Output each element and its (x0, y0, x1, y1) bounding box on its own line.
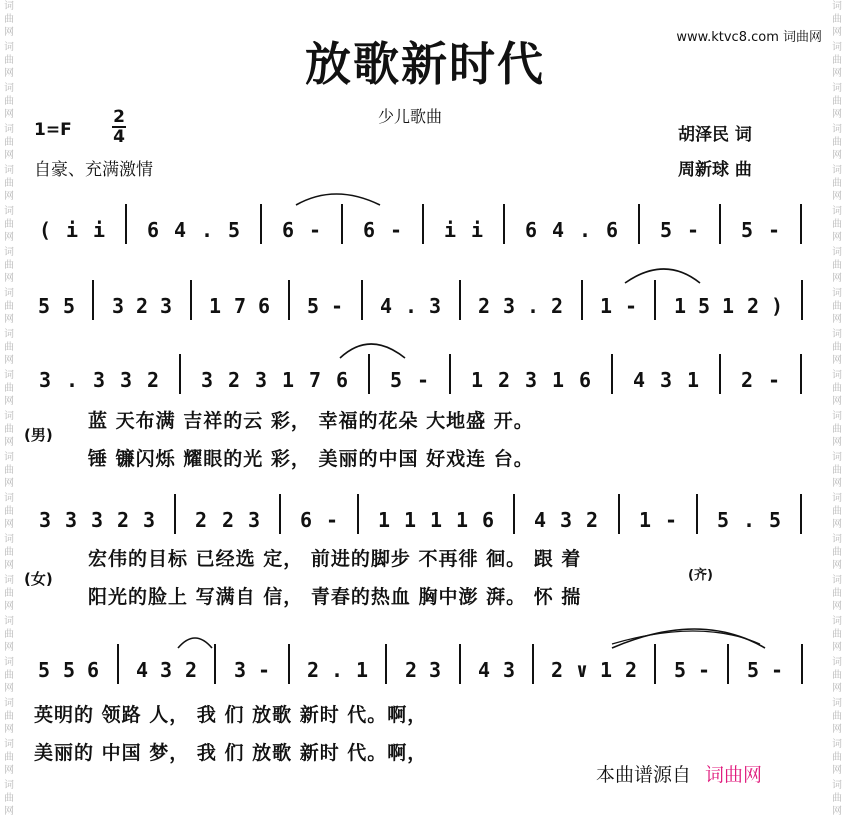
note: 2 (307, 658, 320, 682)
watermark-char: 网 (832, 396, 842, 407)
note: i (66, 218, 79, 242)
note: 2 (551, 658, 564, 682)
note: 3 (560, 508, 573, 532)
note: 6 (482, 508, 495, 532)
note: 3 (503, 658, 516, 682)
note: 6 (87, 658, 100, 682)
watermark-char: 词 (4, 534, 14, 545)
watermark-char: 网 (4, 109, 14, 120)
note: 7 (234, 294, 247, 318)
watermark-char: 网 (4, 437, 14, 448)
watermark-char: 词 (832, 165, 842, 176)
watermark-char: 曲 (832, 506, 842, 517)
note: . (579, 218, 592, 242)
note: 5 (698, 294, 711, 318)
note: 3 (39, 368, 52, 392)
watermark-char: 词 (4, 493, 14, 504)
note: 1 (687, 368, 700, 392)
watermark-char: 词 (832, 534, 842, 545)
watermark-char: 网 (832, 191, 842, 202)
watermark-char: 网 (832, 437, 842, 448)
watermark-char: 曲 (832, 465, 842, 476)
note: 3 (234, 658, 247, 682)
watermark-char: 曲 (4, 383, 14, 394)
watermark-char: 曲 (4, 793, 14, 804)
note: - (326, 508, 339, 532)
watermark-char: 词 (832, 206, 842, 217)
note: i (444, 218, 457, 242)
note: 4 (534, 508, 547, 532)
note: 5 (38, 294, 51, 318)
note: 6 (300, 508, 313, 532)
watermark-char: 曲 (4, 465, 14, 476)
watermark-char: 曲 (4, 96, 14, 107)
watermark-char: 网 (832, 150, 842, 161)
voice-female: (女) (24, 570, 53, 588)
note: 1 (471, 368, 484, 392)
watermark-char: 曲 (832, 711, 842, 722)
watermark-char: 网 (4, 601, 14, 612)
note: 2 (195, 508, 208, 532)
watermark-char: 词 (832, 452, 842, 463)
note: 3 (120, 368, 133, 392)
watermark-char: 曲 (4, 588, 14, 599)
watermark-char: 词 (832, 370, 842, 381)
note: 3 (525, 368, 538, 392)
watermark-char: 词 (832, 1, 842, 12)
watermark-char: 词 (832, 616, 842, 627)
note: i (471, 218, 484, 242)
watermark-char: 词 (4, 165, 14, 176)
watermark-char: 词 (4, 657, 14, 668)
watermark-char: 网 (4, 724, 14, 735)
note: 6 (363, 218, 376, 242)
watermark-char: 词 (832, 698, 842, 709)
note: 2 (136, 294, 149, 318)
watermark-char: 网 (832, 478, 842, 489)
watermark-char: 网 (832, 560, 842, 571)
watermark-char: 词 (832, 329, 842, 340)
note: 3 (201, 368, 214, 392)
note: 6 (525, 218, 538, 242)
note: 6 (282, 218, 295, 242)
note: . (201, 218, 214, 242)
watermark-char: 曲 (832, 137, 842, 148)
watermark-char: 曲 (832, 342, 842, 353)
watermark-char: 曲 (4, 547, 14, 558)
note: 2 (117, 508, 130, 532)
note: 2 (405, 658, 418, 682)
lyric-verse-1: 英明的 领路 人， 我 们 放歌 新时 代。啊， (34, 704, 428, 726)
note: - (331, 294, 344, 318)
watermark-char: 词 (4, 288, 14, 299)
watermark-char: 曲 (4, 711, 14, 722)
note: 7 (309, 368, 322, 392)
watermark-char: 词 (4, 124, 14, 135)
watermark-char: 网 (4, 519, 14, 530)
watermark-char: 网 (4, 232, 14, 243)
watermark-char: 网 (832, 765, 842, 776)
watermark-char: 网 (4, 806, 14, 817)
note: 1 (552, 368, 565, 392)
watermark-char: 曲 (832, 793, 842, 804)
note: 2 (741, 368, 754, 392)
expression-mark: 自豪、充满激情 (34, 160, 153, 180)
page-title: 放歌新时代 (305, 37, 545, 91)
note: 1 (639, 508, 652, 532)
note: 1 (282, 368, 295, 392)
note: 1 (404, 508, 417, 532)
note: 5 (717, 508, 730, 532)
watermark-char: 网 (832, 109, 842, 120)
note: 6 (606, 218, 619, 242)
note: . (527, 294, 540, 318)
note: 5 (228, 218, 241, 242)
note: - (698, 658, 711, 682)
watermark-char: 词 (832, 83, 842, 94)
note: 3 (91, 508, 104, 532)
watermark-char: 网 (832, 683, 842, 694)
watermark-char: 网 (832, 601, 842, 612)
note: ( (39, 218, 52, 242)
note: - (309, 218, 322, 242)
note: - (768, 218, 781, 242)
watermark-char: 网 (832, 68, 842, 79)
watermark-char: 网 (4, 560, 14, 571)
note: 5 (660, 218, 673, 242)
lyric-verse-2: 美丽的 中国 梦， 我 们 放歌 新时 代。啊， (34, 742, 428, 764)
watermark-char: 词 (4, 616, 14, 627)
watermark-char: 曲 (832, 260, 842, 271)
watermark-char: 词 (832, 575, 842, 586)
lyric-verse-2: 锤 镰闪烁 耀眼的光 彩， 美丽的中国 好戏连 台。 (88, 448, 534, 470)
watermark-char: 词 (4, 370, 14, 381)
note: 3 (660, 368, 673, 392)
watermark-char: 曲 (832, 670, 842, 681)
note: 3 (65, 508, 78, 532)
note: 3 (39, 508, 52, 532)
watermark-char: 网 (832, 355, 842, 366)
watermark-char: 词 (4, 42, 14, 53)
watermark-char: 曲 (832, 96, 842, 107)
footer-site-link: 词曲网 (705, 764, 763, 786)
note: 6 (579, 368, 592, 392)
note: 2 (747, 294, 760, 318)
watermark-char: 曲 (4, 260, 14, 271)
watermark-char: 词 (4, 780, 14, 791)
note: 1 (456, 508, 469, 532)
watermark-char: 网 (832, 232, 842, 243)
note: 4 (552, 218, 565, 242)
watermark-char: 网 (4, 68, 14, 79)
note: 2 (551, 294, 564, 318)
watermark-char: 曲 (4, 55, 14, 66)
watermark-char: 曲 (832, 178, 842, 189)
watermark-char: 词 (4, 1, 14, 12)
watermark-char: 曲 (832, 424, 842, 435)
lyric-verse-1: 宏伟的目标 已经选 定， 前进的脚步 不再徘 徊。 跟 着 (88, 548, 582, 570)
note: 4 (478, 658, 491, 682)
watermark-char: 词 (832, 739, 842, 750)
watermark-char: 曲 (4, 752, 14, 763)
watermark-char: 词 (832, 411, 842, 422)
watermark-char: 词 (4, 411, 14, 422)
note: . (331, 658, 344, 682)
note: 1 (722, 294, 735, 318)
watermark-char: 曲 (832, 14, 842, 25)
watermark-char: 曲 (4, 14, 14, 25)
note: 3 (429, 658, 442, 682)
note: 6 (258, 294, 271, 318)
note: 4 (174, 218, 187, 242)
note: 3 (503, 294, 516, 318)
key-signature: 1=F (34, 120, 72, 140)
watermark-char: 词 (4, 452, 14, 463)
note: 5 (63, 658, 76, 682)
watermark-char: 词 (4, 739, 14, 750)
note: 3 (248, 508, 261, 532)
watermark-char: 曲 (4, 506, 14, 517)
note: 2 (478, 294, 491, 318)
watermark-char: 词 (832, 124, 842, 135)
watermark-char: 词 (832, 247, 842, 258)
watermark-char: 曲 (832, 301, 842, 312)
watermark-char: 曲 (832, 629, 842, 640)
watermark-char: 网 (832, 273, 842, 284)
note: - (665, 508, 678, 532)
note: - (625, 294, 638, 318)
composer-credit: 周新球 曲 (678, 160, 752, 180)
watermark-char: 网 (4, 478, 14, 489)
note: 3 (160, 658, 173, 682)
note: ) (771, 294, 784, 318)
watermark-char: 词 (832, 780, 842, 791)
note: ∨ (576, 658, 589, 682)
watermark-char: 词 (832, 288, 842, 299)
note: - (417, 368, 430, 392)
note: 4 (380, 294, 393, 318)
watermark-char: 网 (4, 273, 14, 284)
watermark-char: 词 (4, 575, 14, 586)
watermark-char: 词 (4, 329, 14, 340)
note: 5 (769, 508, 782, 532)
watermark-char: 曲 (4, 137, 14, 148)
note: - (687, 218, 700, 242)
note: 5 (390, 368, 403, 392)
note: 1 (378, 508, 391, 532)
note: 3 (255, 368, 268, 392)
note: 1 (209, 294, 222, 318)
voice-together: (齐) (688, 568, 713, 583)
note: 2 (185, 658, 198, 682)
note: 5 (747, 658, 760, 682)
watermark-char: 词 (4, 698, 14, 709)
note: . (743, 508, 756, 532)
note: . (405, 294, 418, 318)
watermark-char: 曲 (4, 342, 14, 353)
watermark-char: 曲 (832, 547, 842, 558)
voice-male: (男) (24, 426, 53, 444)
note: - (258, 658, 271, 682)
watermark-char: 词 (4, 247, 14, 258)
note: 4 (136, 658, 149, 682)
note: - (390, 218, 403, 242)
note: 2 (222, 508, 235, 532)
lyricist-credit: 胡泽民 词 (678, 125, 752, 145)
note: 2 (228, 368, 241, 392)
time-bottom: 4 (113, 127, 125, 147)
note: 1 (674, 294, 687, 318)
watermark-char: 词 (832, 657, 842, 668)
note: 1 (600, 294, 613, 318)
watermark-char: 网 (832, 519, 842, 530)
note: 3 (160, 294, 173, 318)
watermark-char: 网 (4, 27, 14, 38)
note: 2 (498, 368, 511, 392)
watermark-char: 网 (4, 683, 14, 694)
watermark-char: 网 (4, 765, 14, 776)
note: 1 (600, 658, 613, 682)
watermark-char: 曲 (4, 301, 14, 312)
watermark-char: 网 (832, 314, 842, 325)
note: 1 (430, 508, 443, 532)
watermark-char: 曲 (832, 383, 842, 394)
note: 5 (38, 658, 51, 682)
watermark-char: 网 (832, 724, 842, 735)
watermark-char: 曲 (4, 219, 14, 230)
footer-source (596, 760, 762, 787)
lyric-verse-2: 阳光的脸上 写满自 信， 青春的热血 胸中澎 湃。 怀 揣 (88, 586, 582, 608)
note: 5 (63, 294, 76, 318)
note: 6 (147, 218, 160, 242)
note: i (93, 218, 106, 242)
note: 2 (625, 658, 638, 682)
watermark-char: 网 (832, 27, 842, 38)
watermark-char: 曲 (832, 752, 842, 763)
lyric-verse-1: 蓝 天布满 吉祥的云 彩， 幸福的花朵 大地盛 开。 (88, 410, 534, 432)
note: 2 (586, 508, 599, 532)
watermark-char: 词 (832, 493, 842, 504)
note: 4 (633, 368, 646, 392)
watermark-char: 词 (4, 83, 14, 94)
watermark-char: 曲 (4, 424, 14, 435)
note: . (66, 368, 79, 392)
note: 3 (93, 368, 106, 392)
note: 6 (336, 368, 349, 392)
note: 5 (674, 658, 687, 682)
note: 5 (741, 218, 754, 242)
watermark-char: 曲 (832, 588, 842, 599)
time-top: 2 (113, 107, 125, 127)
note: - (771, 658, 784, 682)
watermark-char: 网 (4, 314, 14, 325)
watermark-char: 网 (4, 191, 14, 202)
footer-source-text: 本曲谱源自 (596, 764, 692, 786)
watermark-char: 曲 (832, 219, 842, 230)
note: - (768, 368, 781, 392)
watermark-char: 词 (4, 206, 14, 217)
watermark-char: 曲 (4, 629, 14, 640)
note: 1 (356, 658, 369, 682)
watermark-char: 词 (832, 42, 842, 53)
watermark-char: 网 (4, 355, 14, 366)
watermark-char: 曲 (4, 670, 14, 681)
site-url: www.ktvc8.com 词曲网 (676, 30, 822, 45)
watermark-char: 网 (4, 396, 14, 407)
note: 3 (429, 294, 442, 318)
note: 3 (112, 294, 125, 318)
watermark-char: 曲 (832, 55, 842, 66)
watermark-char: 网 (832, 806, 842, 817)
note: 2 (147, 368, 160, 392)
watermark-char: 网 (832, 642, 842, 653)
note: 3 (143, 508, 156, 532)
watermark-char: 网 (4, 150, 14, 161)
song-genre: 少儿歌曲 (378, 107, 443, 126)
note: 5 (307, 294, 320, 318)
watermark-char: 曲 (4, 178, 14, 189)
watermark-char: 网 (4, 642, 14, 653)
